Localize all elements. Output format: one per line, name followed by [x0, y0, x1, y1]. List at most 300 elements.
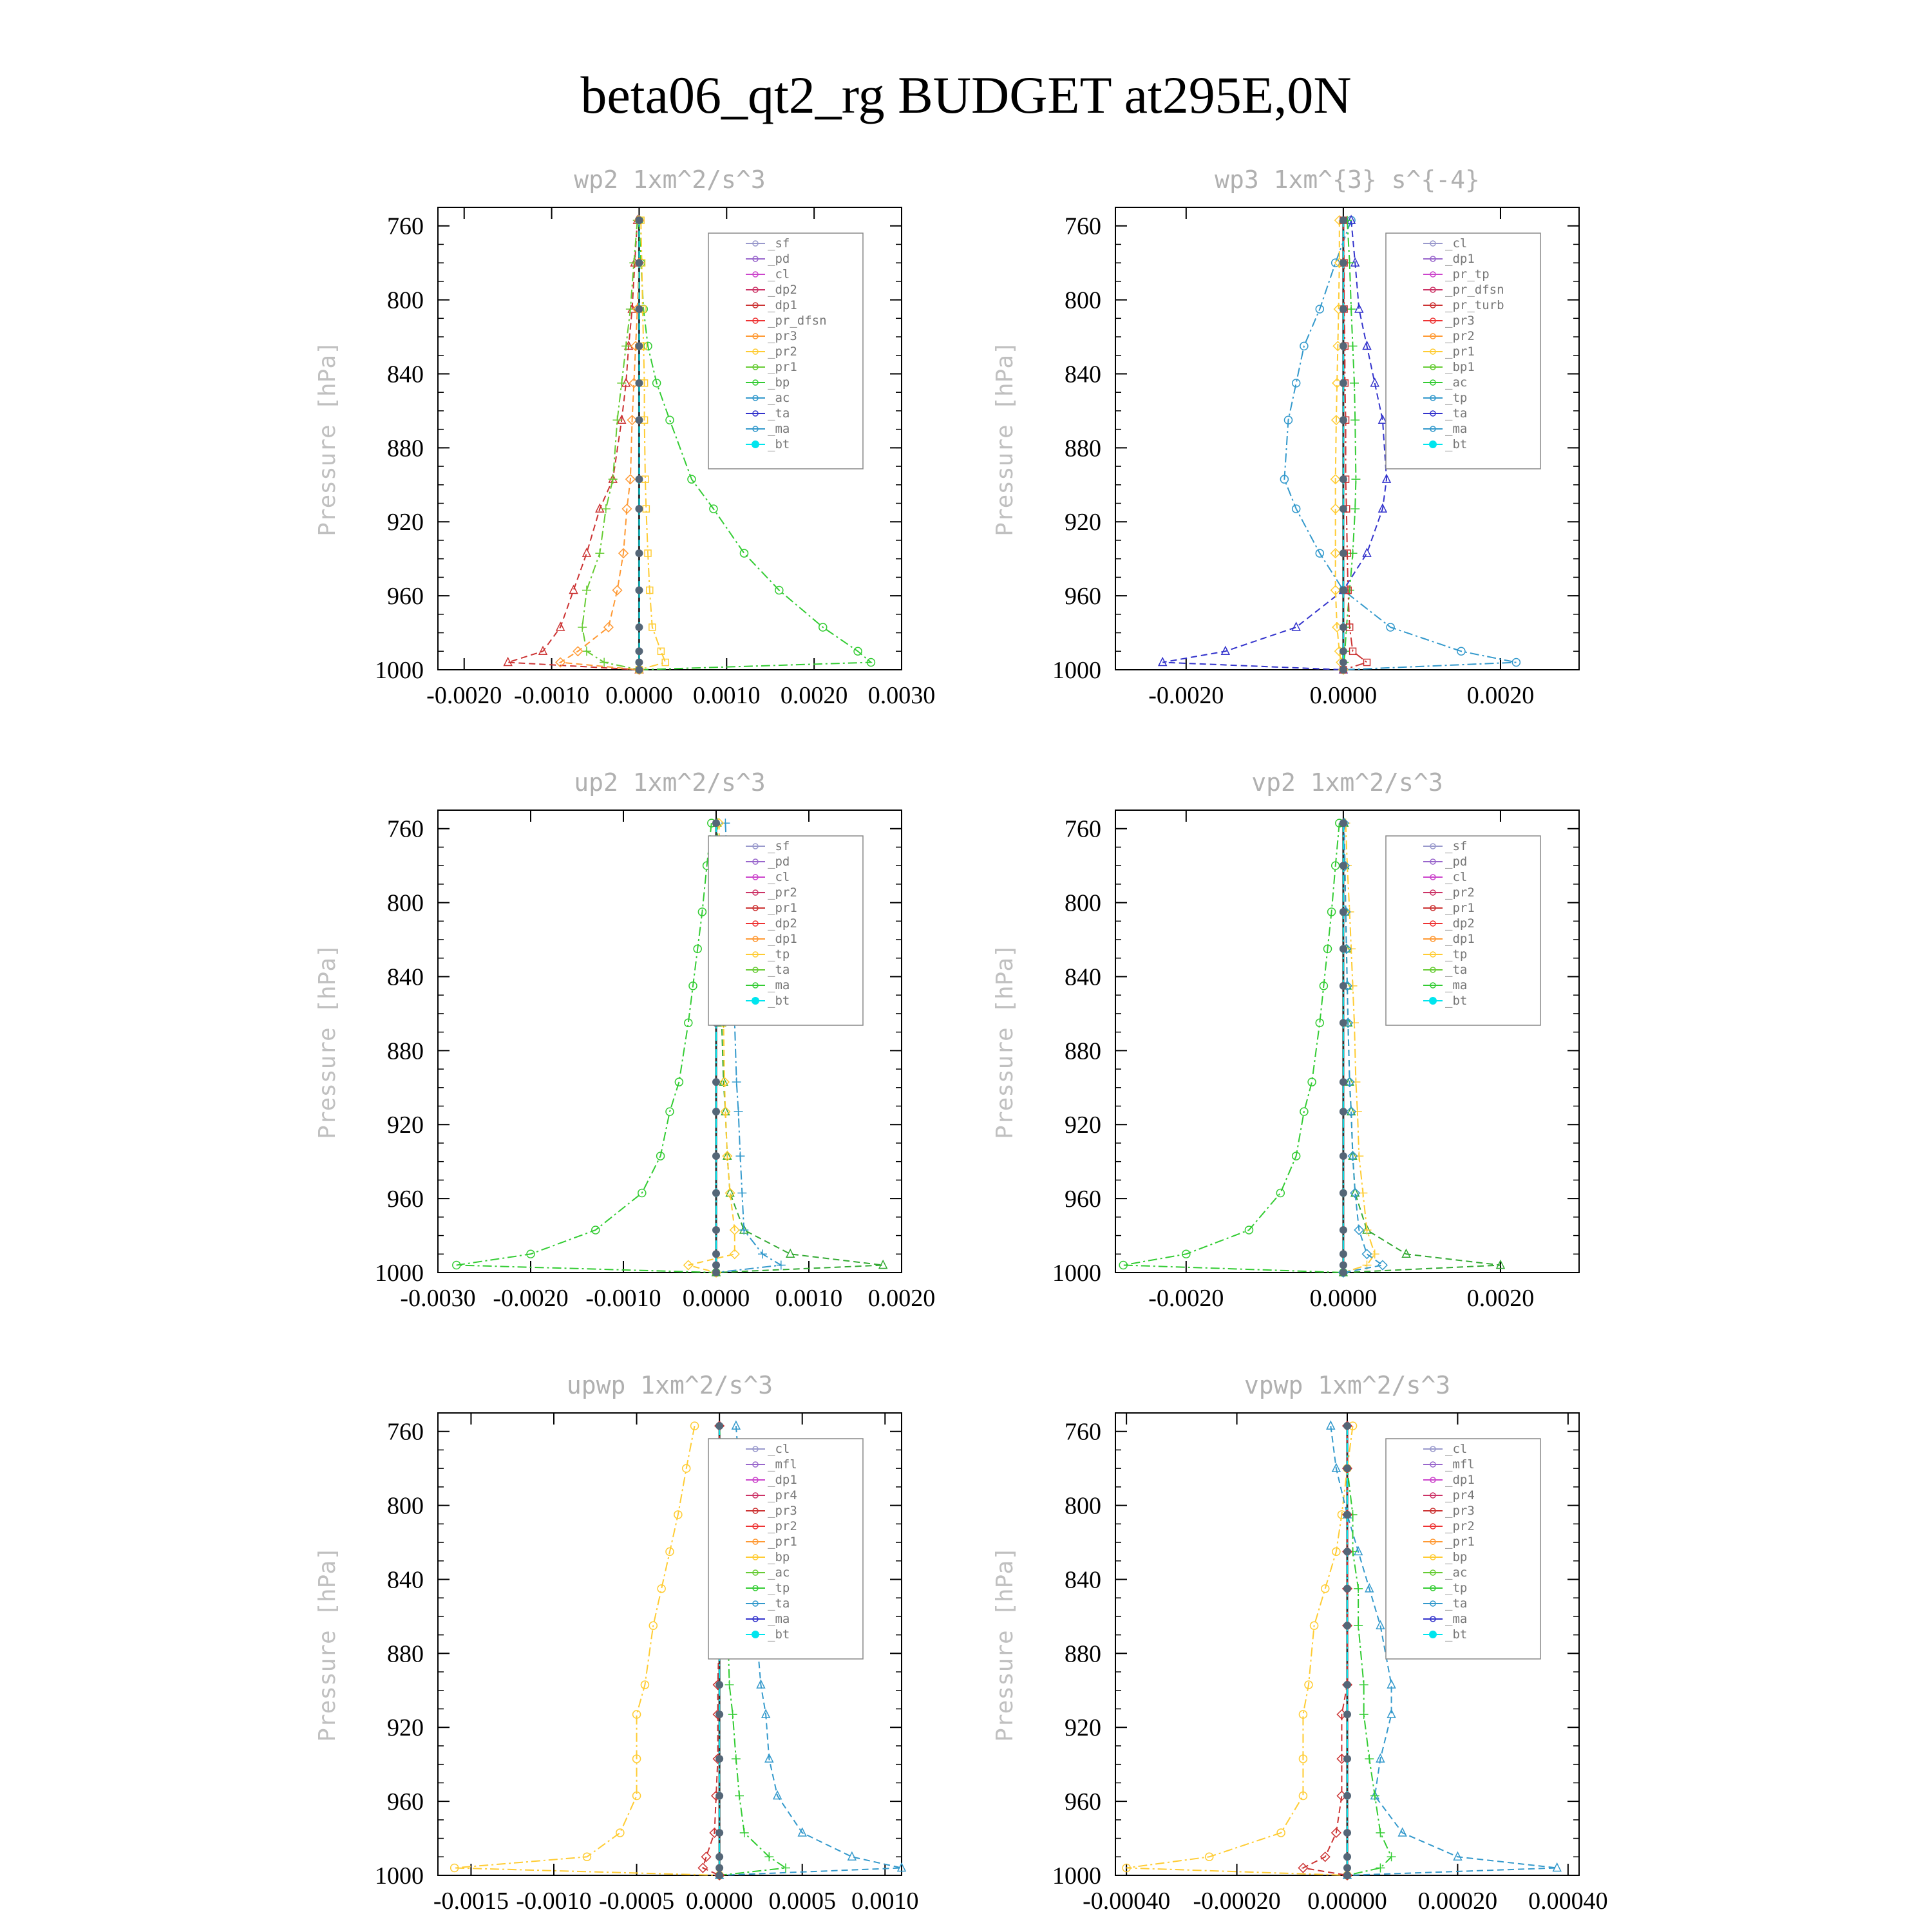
- legend-label: _ma: [1445, 1612, 1468, 1626]
- legend-label: _ma: [768, 978, 790, 992]
- series-point: [715, 1755, 723, 1763]
- series-point: [1276, 1189, 1284, 1197]
- legend-label: _pr1: [1445, 1535, 1475, 1549]
- series-point: [1340, 1108, 1347, 1115]
- legend-label: _sf: [768, 236, 790, 251]
- y-tick-label: 880: [387, 1640, 424, 1668]
- x-tick-label: 0.00020: [1417, 1888, 1498, 1915]
- series-point: [1340, 1269, 1347, 1276]
- legend-label: _dp1: [768, 298, 797, 312]
- series-point: [735, 1792, 744, 1801]
- series-point: [635, 587, 643, 594]
- series-point: [1376, 1828, 1385, 1837]
- legend-label: _tp: [768, 1581, 790, 1595]
- panels: [314, 166, 1608, 1915]
- series-point: [1350, 415, 1359, 424]
- legend-label: _dp2: [1445, 916, 1475, 931]
- x-tick-label: -0.0020: [1148, 1285, 1224, 1312]
- y-axis-label: Pressure [hPa]: [314, 1546, 341, 1742]
- y-tick-label: 800: [387, 889, 424, 917]
- series-point: [1340, 1078, 1347, 1086]
- y-tick-label: 760: [387, 1418, 424, 1446]
- series-line: [1162, 220, 1387, 670]
- y-tick-label: 880: [1065, 1037, 1101, 1065]
- y-tick-label: 800: [1065, 1492, 1101, 1520]
- panel-3: [314, 768, 935, 1312]
- legend-label: _pr1: [1445, 901, 1475, 915]
- series-point: [712, 1262, 720, 1269]
- y-tick-label: 960: [387, 583, 424, 611]
- legend-label: _pd: [768, 855, 790, 869]
- series-point: [658, 648, 664, 654]
- legend-label: _cl: [768, 1442, 790, 1456]
- y-tick-label: 1000: [1052, 657, 1101, 684]
- y-tick-label: 880: [387, 1037, 424, 1065]
- legend-label: _mfl: [768, 1457, 797, 1472]
- series-line: [1303, 1426, 1347, 1875]
- x-tick-label: 0.0010: [693, 682, 761, 709]
- series-point: [1343, 1755, 1351, 1763]
- x-tick-label: -0.0005: [598, 1888, 675, 1915]
- series-line: [455, 1426, 719, 1875]
- series-point: [578, 623, 587, 632]
- legend-label: _ta: [1445, 406, 1468, 421]
- legend-label: _dp1: [1445, 932, 1475, 946]
- y-tick-label: 760: [1065, 213, 1101, 240]
- series-point: [715, 1829, 723, 1837]
- x-tick-label: 0.0010: [775, 1285, 843, 1312]
- series-point: [1343, 1710, 1351, 1718]
- series-point: [1340, 475, 1347, 483]
- y-tick-label: 960: [1065, 583, 1101, 611]
- y-tick-label: 920: [1065, 1112, 1101, 1139]
- series-line: [1123, 823, 1343, 1273]
- y-axis-label: Pressure [hPa]: [314, 341, 341, 536]
- x-tick-label: 0.0000: [685, 1888, 753, 1915]
- y-tick-label: 960: [1065, 1186, 1101, 1213]
- legend-label: _tp: [1445, 947, 1468, 961]
- panel-title: upwp 1xm^2/s^3: [566, 1371, 773, 1399]
- series-point: [715, 1710, 723, 1718]
- series-point: [735, 1151, 744, 1160]
- legend-label: _ac: [1445, 375, 1468, 390]
- legend-label: _bt: [768, 437, 790, 451]
- series-point: [1340, 1019, 1347, 1027]
- y-tick-label: 1000: [375, 1260, 424, 1287]
- series-point: [1340, 505, 1347, 513]
- x-tick-label: 0.0010: [851, 1888, 919, 1915]
- series-point: [1365, 1754, 1374, 1763]
- legend-label: _pd: [768, 252, 790, 266]
- series-point: [1343, 1853, 1351, 1861]
- y-axis-label: Pressure [hPa]: [992, 1546, 1018, 1742]
- series-point: [504, 658, 512, 666]
- series-point: [635, 379, 643, 387]
- series-point: [786, 1249, 794, 1257]
- legend-label: _pr2: [1445, 1519, 1475, 1533]
- series-point: [1340, 862, 1347, 869]
- series-point: [712, 1108, 720, 1115]
- legend-marker: [1429, 440, 1437, 448]
- series-line: [457, 823, 716, 1273]
- legend-label: _pr_turb: [1445, 298, 1504, 312]
- series-line: [582, 220, 639, 670]
- series-point: [662, 659, 668, 666]
- legend-label: _pr1: [768, 1535, 797, 1549]
- y-tick-label: 1000: [1052, 1260, 1101, 1287]
- series-point: [712, 1226, 720, 1234]
- series-point: [1308, 1078, 1316, 1086]
- y-tick-label: 920: [1065, 509, 1101, 536]
- series-point: [1340, 379, 1347, 387]
- legend-label: _dp1: [1445, 252, 1475, 266]
- legend-label: _bt: [768, 1627, 790, 1642]
- legend-label: _pd: [1445, 855, 1468, 869]
- x-tick-label: -0.0030: [400, 1285, 476, 1312]
- y-tick-label: 1000: [375, 657, 424, 684]
- series-line: [639, 220, 665, 670]
- y-tick-label: 920: [387, 1714, 424, 1742]
- y-tick-label: 840: [387, 361, 424, 388]
- series-point: [737, 1189, 746, 1198]
- series-point: [725, 1680, 734, 1689]
- legend-label: _bp: [768, 375, 790, 390]
- series-point: [715, 1871, 723, 1879]
- legend-label: _pr2: [1445, 329, 1475, 343]
- y-tick-label: 800: [1065, 287, 1101, 314]
- panel-2: [992, 166, 1579, 709]
- legend-label: _ta: [768, 963, 790, 977]
- y-tick-label: 960: [1065, 1788, 1101, 1816]
- legend-label: _ac: [768, 391, 790, 405]
- panel-title: wp2 1xm^2/s^3: [574, 166, 766, 194]
- y-tick-label: 960: [387, 1788, 424, 1816]
- legend-marker: [1429, 1631, 1437, 1638]
- y-axis-label: Pressure [hPa]: [992, 943, 1018, 1139]
- legend-label: _cl: [1445, 870, 1468, 884]
- series-point: [1340, 342, 1347, 350]
- series-point: [740, 549, 748, 557]
- x-tick-label: -0.0010: [585, 1285, 661, 1312]
- legend-label: _cl: [768, 267, 790, 281]
- legend-label: _pr1: [768, 360, 797, 374]
- x-tick-label: 0.00040: [1528, 1888, 1608, 1915]
- panel-title: vpwp 1xm^2/s^3: [1244, 1371, 1451, 1399]
- legend-label: _dp1: [1445, 1473, 1475, 1487]
- y-tick-label: 760: [1065, 1418, 1101, 1446]
- x-tick-label: 0.0000: [1309, 682, 1378, 709]
- series-point: [666, 416, 674, 424]
- y-tick-label: 920: [1065, 1714, 1101, 1742]
- series-point: [600, 658, 609, 667]
- legend-label: _ma: [768, 422, 790, 436]
- series-point: [734, 1107, 743, 1116]
- series-point: [702, 1852, 711, 1861]
- x-tick-label: -0.0010: [516, 1888, 592, 1915]
- series-point: [1340, 1226, 1347, 1234]
- series-point: [635, 549, 643, 557]
- legend-label: _ac: [768, 1566, 790, 1580]
- legend-marker: [752, 1631, 759, 1638]
- legend-label: _bt: [1445, 1627, 1468, 1642]
- series-point: [616, 1829, 624, 1837]
- series-point: [728, 1710, 737, 1719]
- series-line: [1343, 823, 1383, 1273]
- legend-label: _pr_dfsn: [1445, 283, 1504, 297]
- series-point: [879, 1261, 887, 1269]
- legend-label: _cl: [768, 870, 790, 884]
- y-tick-label: 880: [387, 435, 424, 462]
- series-point: [1363, 549, 1371, 556]
- y-axis-label: Pressure [hPa]: [992, 341, 1018, 536]
- legend-label: _tp: [768, 947, 790, 961]
- y-tick-label: 920: [387, 1112, 424, 1139]
- legend-label: _pr3: [1445, 314, 1475, 328]
- x-tick-label: 0.00000: [1307, 1888, 1387, 1915]
- series-line: [1343, 220, 1367, 670]
- series-point: [1343, 1585, 1351, 1593]
- series-point: [635, 659, 643, 667]
- series-point: [1340, 666, 1347, 674]
- series-point: [1363, 1249, 1372, 1258]
- series-point: [1343, 1829, 1351, 1837]
- series-point: [715, 1792, 723, 1800]
- series-point: [1351, 475, 1360, 484]
- series-point: [758, 1249, 767, 1258]
- legend-label: _pr_dfsn: [768, 314, 827, 328]
- y-tick-label: 880: [1065, 1640, 1101, 1668]
- y-tick-label: 1000: [1052, 1862, 1101, 1889]
- legend-label: _pr4: [768, 1488, 797, 1502]
- series-point: [1340, 1250, 1347, 1258]
- legend-marker: [1429, 997, 1437, 1005]
- series-point: [1340, 416, 1347, 424]
- series-point: [732, 1754, 741, 1763]
- series-line: [1126, 1426, 1352, 1875]
- panel-4: [992, 768, 1579, 1312]
- series-point: [635, 475, 643, 483]
- series-point: [1349, 341, 1358, 350]
- series-point: [570, 586, 578, 594]
- legend-label: _pr2: [768, 886, 797, 900]
- legend-label: _bp1: [1445, 360, 1475, 374]
- y-tick-label: 800: [1065, 889, 1101, 917]
- series-point: [1340, 1152, 1347, 1160]
- series-point: [1340, 819, 1347, 827]
- series-point: [1340, 1262, 1347, 1269]
- legend-label: _pr_tp: [1445, 267, 1490, 281]
- x-tick-label: 0.0005: [768, 1888, 836, 1915]
- series-point: [1350, 379, 1359, 388]
- x-tick-label: -0.0010: [514, 682, 590, 709]
- y-tick-label: 840: [387, 1566, 424, 1594]
- legend-label: _sf: [768, 839, 790, 853]
- series-point: [1340, 945, 1347, 952]
- series-point: [635, 305, 643, 313]
- legend-label: _tp: [1445, 1581, 1468, 1595]
- y-tick-label: 840: [1065, 1566, 1101, 1594]
- series-point: [635, 342, 643, 350]
- x-tick-label: 0.0020: [1466, 1285, 1535, 1312]
- y-tick-label: 840: [387, 963, 424, 991]
- legend-label: _dp2: [768, 916, 797, 931]
- legend-label: _sf: [1445, 839, 1468, 853]
- series-point: [1343, 1422, 1351, 1430]
- legend-label: _pr1: [768, 901, 797, 915]
- series-point: [1343, 1871, 1351, 1879]
- y-tick-label: 760: [387, 213, 424, 240]
- legend-label: _cl: [1445, 236, 1468, 251]
- series-point: [635, 416, 643, 424]
- x-tick-label: -0.00040: [1083, 1888, 1171, 1915]
- series-point: [1340, 216, 1347, 224]
- series-point: [712, 1250, 720, 1258]
- series-point: [635, 216, 643, 224]
- series-line: [508, 220, 639, 670]
- x-tick-label: -0.00020: [1193, 1888, 1281, 1915]
- series-point: [777, 1261, 786, 1270]
- series-point: [1343, 1511, 1351, 1519]
- series-point: [583, 549, 591, 556]
- panel-1: [314, 166, 935, 709]
- figure-title: beta06_qt2_rg BUDGET at295E,0N: [580, 66, 1352, 124]
- legend-label: _pr4: [1445, 1488, 1475, 1502]
- series-line: [1336, 220, 1343, 670]
- series-point: [1347, 305, 1356, 314]
- series-point: [1343, 1464, 1351, 1472]
- series-point: [715, 1864, 723, 1872]
- series-point: [1354, 1621, 1363, 1630]
- x-tick-label: -0.0020: [426, 682, 502, 709]
- series-point: [635, 666, 643, 674]
- x-tick-label: 0.0020: [780, 682, 848, 709]
- panel-6: [992, 1371, 1608, 1915]
- legend-label: _mfl: [1445, 1457, 1475, 1472]
- legend-label: _ta: [1445, 963, 1468, 977]
- legend-label: _dp2: [768, 283, 797, 297]
- series-point: [732, 1077, 741, 1086]
- legend-label: _ta: [768, 1596, 790, 1611]
- legend-label: _bp: [768, 1550, 790, 1564]
- x-tick-label: 0.0030: [867, 682, 936, 709]
- x-tick-label: 0.0000: [605, 682, 673, 709]
- x-tick-label: -0.0015: [433, 1888, 509, 1915]
- legend-label: _pr3: [768, 329, 797, 343]
- series-point: [721, 819, 730, 828]
- legend-marker: [752, 997, 759, 1005]
- legend-label: _cl: [1445, 1442, 1468, 1456]
- series-point: [595, 549, 604, 558]
- series-point: [1340, 982, 1347, 990]
- legend-marker: [752, 440, 759, 448]
- series-point: [712, 1078, 720, 1086]
- legend-label: _ma: [768, 1612, 790, 1626]
- series-point: [635, 259, 643, 267]
- series-point: [635, 623, 643, 631]
- series-point: [1343, 1864, 1351, 1872]
- x-tick-label: 0.0020: [867, 1285, 936, 1312]
- y-tick-label: 880: [1065, 435, 1101, 462]
- series-point: [1340, 623, 1347, 631]
- series-point: [715, 1681, 723, 1689]
- series-point: [1343, 1548, 1351, 1555]
- y-tick-label: 760: [387, 815, 424, 843]
- series-point: [1340, 659, 1347, 667]
- series-point: [635, 647, 643, 655]
- y-tick-label: 800: [387, 287, 424, 314]
- series-point: [1359, 1710, 1368, 1719]
- legend-label: _dp1: [768, 932, 797, 946]
- series-point: [635, 505, 643, 513]
- y-tick-label: 840: [1065, 963, 1101, 991]
- legend-label: _pr3: [768, 1504, 797, 1518]
- legend-label: _pr2: [768, 1519, 797, 1533]
- legend-label: _bt: [1445, 437, 1468, 451]
- series-line: [1343, 220, 1356, 670]
- series-point: [1340, 647, 1347, 655]
- series-point: [1354, 1584, 1363, 1593]
- panel-title: wp3 1xm^{3} s^{-4}: [1215, 166, 1480, 194]
- x-tick-label: -0.0020: [1148, 682, 1224, 709]
- series-point: [1340, 305, 1347, 313]
- series-point: [1343, 1792, 1351, 1800]
- legend-label: _pr2: [1445, 886, 1475, 900]
- series-point: [1340, 1189, 1347, 1197]
- y-axis-label: Pressure [hPa]: [314, 943, 341, 1139]
- series-point: [1350, 504, 1359, 513]
- series-point: [712, 819, 720, 827]
- series-point: [712, 1152, 720, 1160]
- series-point: [1293, 623, 1300, 630]
- y-tick-label: 760: [1065, 815, 1101, 843]
- legend-label: _ta: [1445, 1596, 1468, 1611]
- y-tick-label: 1000: [375, 1862, 424, 1889]
- series-line: [560, 220, 639, 670]
- legend-label: _tp: [1445, 391, 1468, 405]
- panel-title: vp2 1xm^2/s^3: [1251, 768, 1443, 797]
- legend-label: _ma: [1445, 978, 1468, 992]
- legend-label: _pr3: [1445, 1504, 1475, 1518]
- series-point: [1359, 1680, 1368, 1689]
- legend-label: _dp1: [768, 1473, 797, 1487]
- series-point: [1343, 1622, 1351, 1629]
- series-point: [1340, 259, 1347, 267]
- series-point: [715, 1853, 723, 1861]
- series-point: [712, 1269, 720, 1276]
- x-tick-label: 0.0000: [1309, 1285, 1378, 1312]
- series-point: [715, 1422, 723, 1430]
- x-tick-label: -0.0020: [493, 1285, 569, 1312]
- legend-label: _bt: [1445, 994, 1468, 1008]
- series-point: [582, 647, 591, 656]
- y-tick-label: 800: [387, 1492, 424, 1520]
- series-point: [1364, 659, 1370, 666]
- legend-label: _bt: [768, 994, 790, 1008]
- series-point: [1343, 1681, 1351, 1689]
- panel-title: up2 1xm^2/s^3: [574, 768, 766, 797]
- y-tick-label: 920: [387, 509, 424, 536]
- x-tick-label: 0.0000: [682, 1285, 750, 1312]
- panel-5: [314, 1371, 919, 1915]
- legend-label: _ma: [1445, 422, 1468, 436]
- series-point: [582, 586, 591, 595]
- legend-label: _pr1: [1445, 345, 1475, 359]
- y-tick-label: 960: [387, 1186, 424, 1213]
- legend-label: _pr2: [768, 345, 797, 359]
- series-point: [1340, 908, 1347, 916]
- series-point: [1340, 587, 1347, 594]
- legend-label: _ta: [768, 406, 790, 421]
